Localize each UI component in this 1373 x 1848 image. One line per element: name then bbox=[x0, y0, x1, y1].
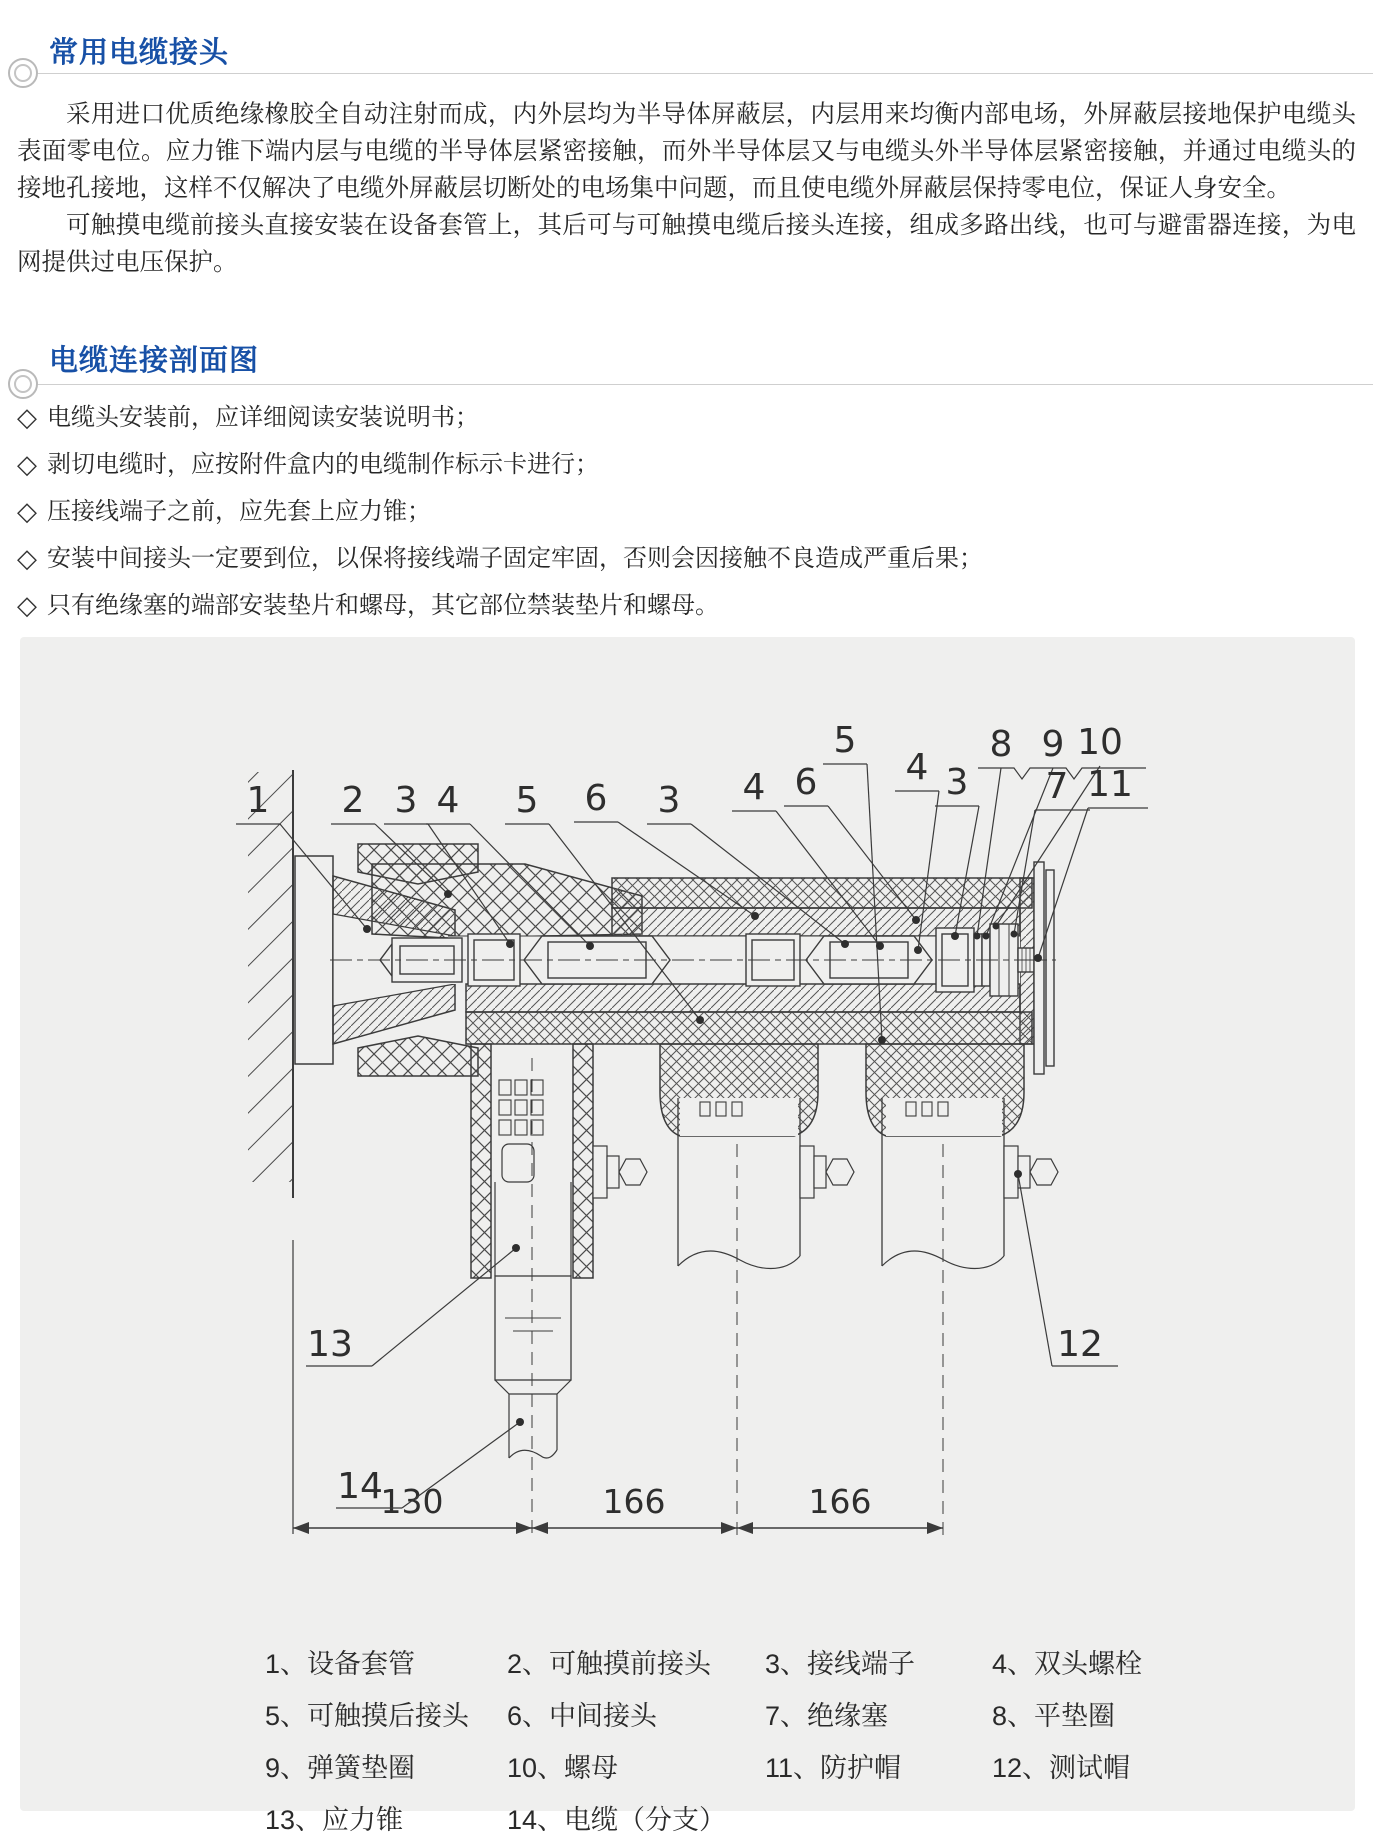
legend-row bbox=[265, 1635, 1325, 1687]
legend-row bbox=[265, 1687, 1325, 1739]
wall-hatch bbox=[248, 770, 293, 1534]
callout-label: 5 bbox=[515, 780, 539, 821]
test-cap-ears bbox=[593, 1146, 1058, 1198]
branch-3-cable bbox=[866, 1044, 1024, 1269]
section-title-common-cable-joints: 常用电缆接头 bbox=[49, 37, 230, 69]
legend-item: 9、弹簧垫圈 bbox=[265, 1752, 416, 1783]
legend-row bbox=[265, 1791, 1325, 1843]
callout-label: 2 bbox=[341, 780, 365, 821]
legend-item: 13、应力锥 bbox=[265, 1804, 404, 1835]
callout-label: 3 bbox=[394, 780, 418, 821]
dimension-line bbox=[293, 1522, 943, 1534]
callout-label: 9 bbox=[1041, 724, 1065, 765]
note-text: 只有绝缘塞的端部安装垫片和螺母，其它部位禁装垫片和螺母。 bbox=[47, 592, 719, 619]
callout-label: 6 bbox=[584, 778, 608, 819]
callout-label: 6 bbox=[794, 762, 818, 803]
intro-paragraph-2: 可触摸电缆前接头直接安装在设备套管上，其后可与可触摸电缆后接头连接，组成多路出线，也可与避雷器连接，为电网提供过电压保护。 bbox=[17, 212, 1356, 276]
diamond-bullet-icon: ◇ bbox=[17, 543, 37, 573]
legend-item: 5、可触摸后接头 bbox=[265, 1700, 470, 1731]
legend-item: 14、电缆（分支） bbox=[507, 1804, 727, 1835]
callout-label: 7 bbox=[1045, 766, 1069, 807]
callout-label: 3 bbox=[945, 762, 969, 803]
note-item bbox=[17, 545, 1356, 572]
callout-label: 1 bbox=[246, 780, 270, 821]
callout-label: 4 bbox=[742, 767, 766, 808]
branch-2-cable bbox=[660, 1044, 818, 1269]
note-text: 安装中间接头一定要到位，以保将接线端子固定牢固，否则会因接触不良造成严重后果； bbox=[47, 545, 983, 572]
note-text: 剥切电缆时，应按附件盒内的电缆制作标示卡进行； bbox=[47, 451, 599, 478]
callout-label: 4 bbox=[905, 747, 929, 788]
section-divider bbox=[0, 57, 1373, 91]
installation-notes-list bbox=[17, 404, 1356, 639]
diamond-bullet-icon: ◇ bbox=[17, 590, 37, 620]
ring-ornament-icon bbox=[8, 58, 38, 88]
parts-legend bbox=[265, 1635, 1325, 1843]
ring-ornament-icon bbox=[8, 369, 38, 399]
legend-item: 6、中间接头 bbox=[507, 1700, 658, 1731]
dimension-value: 166 bbox=[808, 1482, 872, 1521]
callout-label: 8 bbox=[989, 724, 1013, 765]
legend-item: 12、测试帽 bbox=[992, 1752, 1131, 1783]
note-text: 电缆头安装前，应详细阅读安装说明书； bbox=[47, 404, 479, 431]
callout-label: 12 bbox=[1057, 1324, 1103, 1365]
diamond-bullet-icon: ◇ bbox=[17, 496, 37, 526]
callout-label: 4 bbox=[436, 780, 460, 821]
legend-item: 10、螺母 bbox=[507, 1752, 619, 1783]
cable-cross-section-diagram bbox=[20, 637, 1355, 1577]
divider-line bbox=[36, 73, 1373, 74]
divider-line bbox=[36, 384, 1373, 385]
diamond-bullet-icon: ◇ bbox=[17, 449, 37, 479]
legend-item: 7、绝缘塞 bbox=[765, 1700, 889, 1731]
dimension-value: 130 bbox=[380, 1482, 444, 1521]
section-title-cable-cross-section: 电缆连接剖面图 bbox=[49, 345, 260, 377]
legend-item: 1、设备套管 bbox=[265, 1648, 416, 1679]
section-divider bbox=[0, 368, 1373, 402]
diagram-panel bbox=[20, 637, 1355, 1835]
callout-label: 14 bbox=[337, 1466, 383, 1507]
legend-row bbox=[265, 1739, 1325, 1791]
note-item bbox=[17, 451, 1356, 478]
legend-item: 3、接线端子 bbox=[765, 1648, 916, 1679]
callout-label: 5 bbox=[833, 720, 857, 761]
note-item bbox=[17, 498, 1356, 525]
note-item bbox=[17, 592, 1356, 619]
note-item bbox=[17, 404, 1356, 431]
dimension-values bbox=[381, 1482, 872, 1521]
intro-text bbox=[17, 96, 1356, 281]
legend-item: 2、可触摸前接头 bbox=[507, 1648, 712, 1679]
legend-item: 8、平垫圈 bbox=[992, 1700, 1116, 1731]
note-text: 压接线端子之前，应先套上应力锥； bbox=[47, 498, 431, 525]
callout-label: 13 bbox=[307, 1324, 353, 1365]
callout-label: 3 bbox=[657, 780, 681, 821]
callout-label: 11 bbox=[1087, 764, 1133, 805]
callout-label: 10 bbox=[1077, 722, 1123, 763]
legend-item: 4、双头螺栓 bbox=[992, 1648, 1143, 1679]
intro-paragraph-1: 采用进口优质绝缘橡胶全自动注射而成，内外层均为半导体屏蔽层，内层用来均衡内部电场，外屏蔽层接地保护电缆头表面零电位。应力锥下端内层与电缆的半导体层紧密接触，而外半导体层又与电缆头外半导体层紧密接触，并通过电缆头的接地孔接地，这样不仅解决了电缆外屏蔽层切断处的电场集中问题，而且使电缆外屏蔽层保持零电位，保证人身安全。 bbox=[17, 101, 1356, 202]
dimension-value: 166 bbox=[602, 1482, 666, 1521]
diamond-bullet-icon: ◇ bbox=[17, 402, 37, 432]
legend-item: 11、防护帽 bbox=[765, 1752, 902, 1783]
